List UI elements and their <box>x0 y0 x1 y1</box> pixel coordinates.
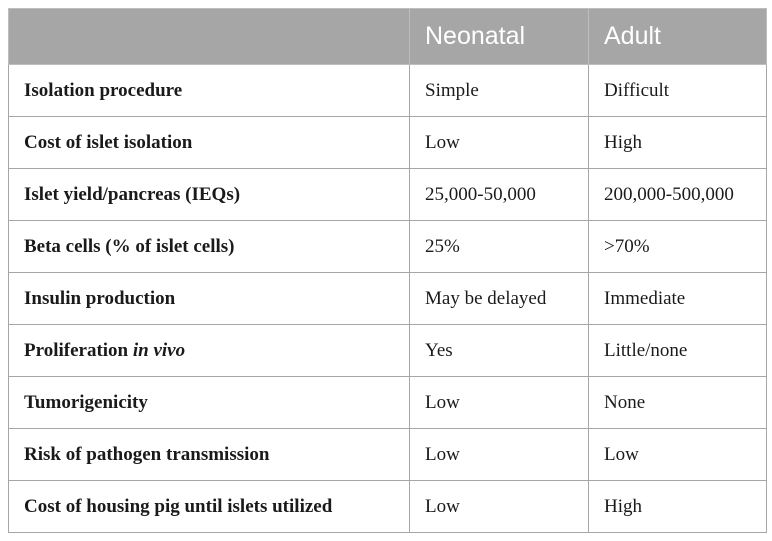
table-row <box>9 481 767 533</box>
comparison-table <box>8 8 767 533</box>
row-label: Beta cells (% of islet cells) <box>24 235 235 257</box>
table-row <box>9 273 767 325</box>
table-row <box>9 377 767 429</box>
adult-value-cell: Little/none <box>589 325 767 377</box>
row-label: Tumorigenicity <box>24 391 148 413</box>
table-header <box>9 9 767 65</box>
header-cell-neonatal: Neonatal <box>410 9 589 65</box>
row-label-cell <box>9 429 410 481</box>
neonatal-value-cell: 25% <box>410 221 589 273</box>
adult-value-cell: High <box>589 117 767 169</box>
neonatal-value-cell: Low <box>410 481 589 533</box>
header-cell-property <box>9 9 410 65</box>
adult-value-cell: None <box>589 377 767 429</box>
adult-value-cell: Immediate <box>589 273 767 325</box>
neonatal-value-cell: Simple <box>410 65 589 117</box>
row-label: Proliferation <box>24 339 133 361</box>
adult-value-cell: Low <box>589 429 767 481</box>
row-label-cell <box>9 169 410 221</box>
row-label: Islet yield/pancreas (IEQs) <box>24 183 241 205</box>
adult-value-cell: Difficult <box>589 65 767 117</box>
row-label-cell <box>9 481 410 533</box>
row-label-cell <box>9 221 410 273</box>
row-label-cell <box>9 65 410 117</box>
neonatal-value-cell: Low <box>410 429 589 481</box>
row-label-cell <box>9 117 410 169</box>
table-row <box>9 325 767 377</box>
neonatal-value-cell: 25,000-50,000 <box>410 169 589 221</box>
row-label-cell <box>9 325 410 377</box>
neonatal-value-cell: Low <box>410 377 589 429</box>
table-row <box>9 221 767 273</box>
row-label-cell <box>9 273 410 325</box>
row-label: Isolation procedure <box>24 79 183 101</box>
row-label: Insulin production <box>24 287 176 309</box>
table-row <box>9 65 767 117</box>
table-row <box>9 117 767 169</box>
neonatal-value-cell: Yes <box>410 325 589 377</box>
header-cell-adult: Adult <box>589 9 767 65</box>
table-body <box>9 65 767 533</box>
neonatal-value-cell: Low <box>410 117 589 169</box>
table-row <box>9 429 767 481</box>
adult-value-cell: >70% <box>589 221 767 273</box>
adult-value-cell: High <box>589 481 767 533</box>
header-row <box>9 9 767 65</box>
row-label: Cost of housing pig until islets utilized <box>24 495 333 517</box>
adult-value-cell: 200,000-500,000 <box>589 169 767 221</box>
row-label-emphasis: in vivo <box>132 339 186 361</box>
neonatal-value-cell: May be delayed <box>410 273 589 325</box>
table-row <box>9 169 767 221</box>
row-label-cell <box>9 377 410 429</box>
row-label: Risk of pathogen transmission <box>24 443 270 465</box>
row-label: Cost of islet isolation <box>24 131 193 153</box>
